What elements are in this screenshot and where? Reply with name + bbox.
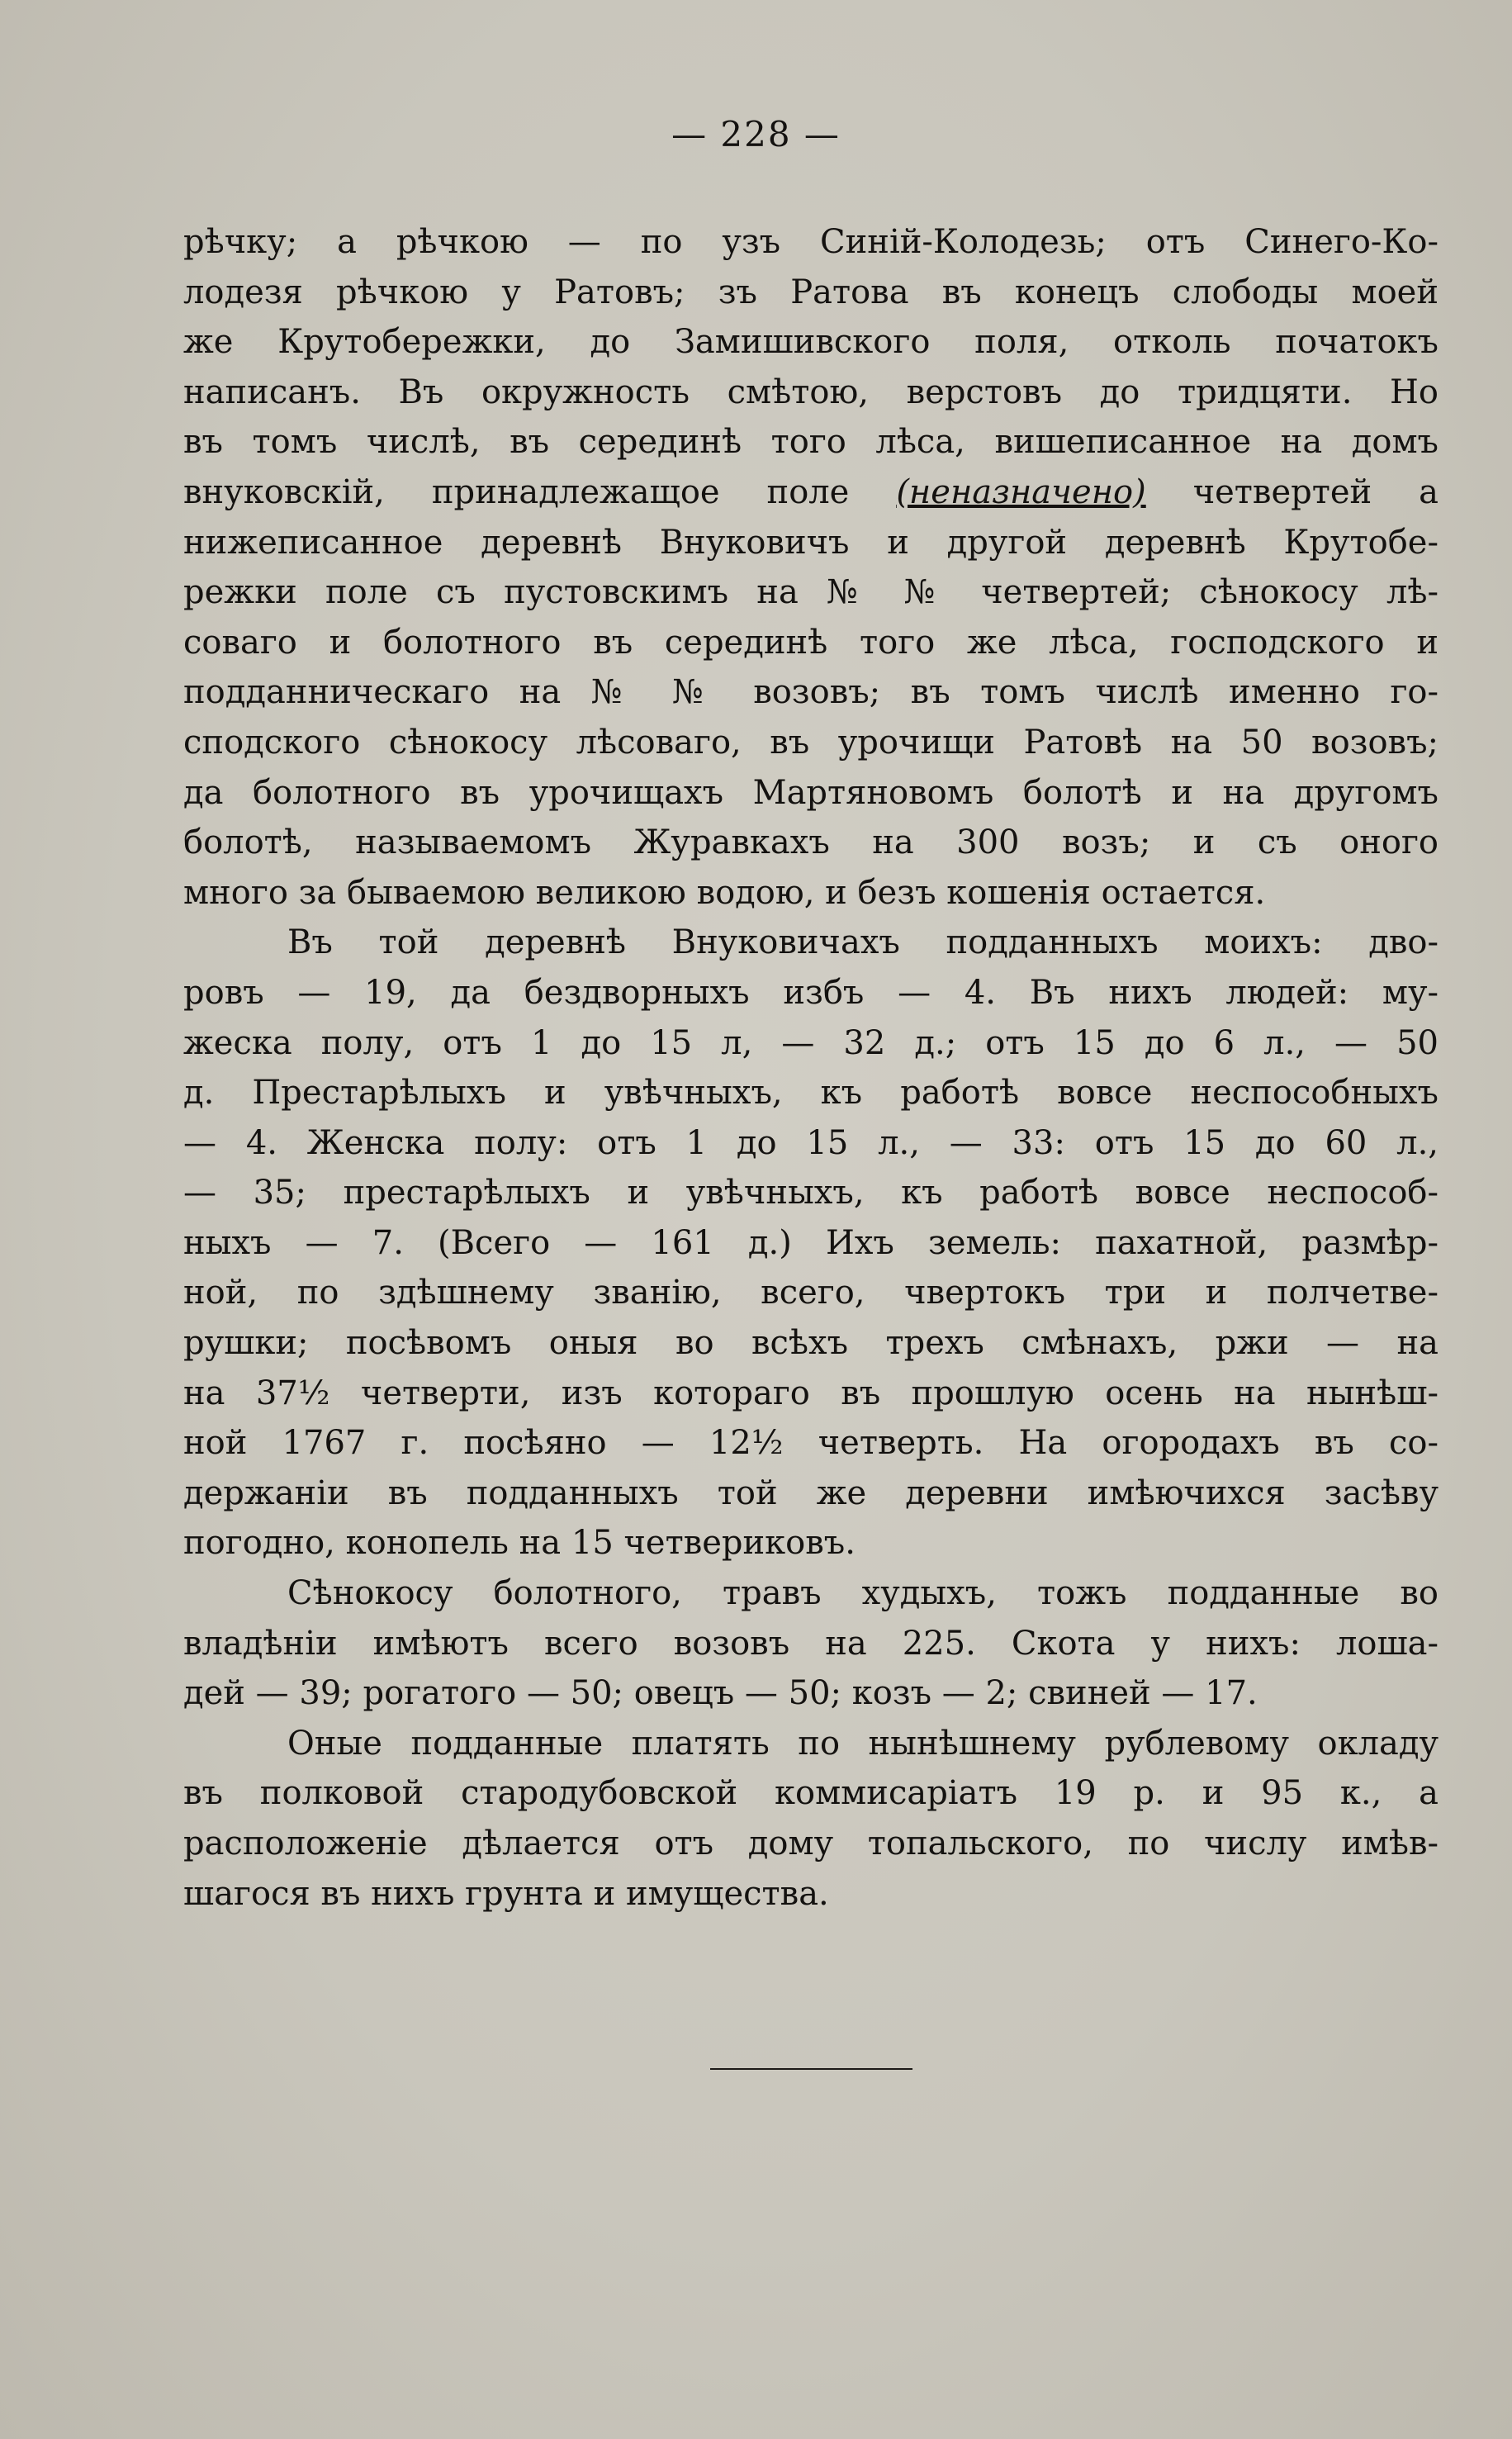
text-line: ныхъ — 7. (Всего — 161 д.) Ихъ земель: пахатной, размѣр- [183,1223,1439,1262]
text-line: владѣніи имѣютъ всего возовъ на 225. Скота у нихъ: лоша- [183,1624,1439,1663]
text-line: Въ той деревнѣ Внуковичахъ подданныхъ моихъ: дво- [287,923,1439,962]
text-line: сподского сѣнокосу лѣсоваго, въ урочищи Ратовѣ на 50 возовъ; [183,723,1439,762]
text-line: въ томъ числѣ, въ серединѣ того лѣса, вишеписанное на домъ [183,423,1439,462]
paragraph-2 [183,918,1439,1568]
text-line: подданническаго на № № возовъ; въ томъ числѣ именно го- [183,673,1439,712]
text-line: да болотного въ урочищахъ Мартяновомъ болотѣ и на другомъ [183,773,1439,812]
text-line: же Крутобережки, до Замишивского поля, отколь початокъ [183,323,1439,362]
section-divider [710,2068,912,2070]
text-line: дей — 39; рогатого — 50; овецъ — 50; козъ — 2; свиней — 17. [183,1674,1258,1713]
text-line: болотѣ, называемомъ Журавкахъ на 300 возъ; и съ оного [183,823,1439,862]
text-line: — 4. Женска полу: отъ 1 до 15 л., — 33: отъ 15 до 60 л., [183,1123,1439,1162]
text-line: режки поле съ пустовскимъ на № № четвертей; сѣнокосу лѣ- [183,573,1439,612]
page-number: — 228 — [671,114,841,154]
text-line: ной, по здѣшнему званію, всего, чвертокъ три и полчетве- [183,1274,1439,1312]
text-line: Сѣнокосу болотного, травъ худыхъ, тожъ подданные во [287,1574,1439,1613]
text-line: — 35; престарѣлыхъ и увѣчныхъ, къ работѣ вовсе неспособ- [183,1174,1439,1212]
text-line: Оные подданные платять по нынѣшнему рублевому окладу [287,1724,1439,1763]
text-line: нижеписанное деревнѣ Внуковичъ и другой деревнѣ Крутобе- [183,523,1439,562]
italic-note: (неназначено) [896,472,1146,511]
paragraph-4 [183,1719,1439,1919]
text-line: д. Престарѣлыхъ и увѣчныхъ, къ работѣ вовсе неспособныхъ [183,1074,1439,1113]
text-line: шагося въ нихъ грунта и имущества. [183,1874,829,1913]
text-line: рѣчку; а рѣчкою — по узъ Синій-Колодезь; отъ Синего-Ко- [183,223,1439,261]
text-line: ровъ — 19, да бездворныхъ избъ — 4. Въ нихъ людей: му- [183,973,1439,1012]
text-line: держаніи въ подданныхъ той же деревни имѣючихся засѣву [183,1473,1439,1512]
text-line: соваго и болотного въ серединѣ того же лѣса, господского и [183,623,1439,662]
text-line: расположеніе дѣлается отъ дому топальского, по числу имѣв- [183,1825,1439,1862]
text-line: написанъ. Въ окружность смѣтою, верстовъ до тридцяти. Но [183,372,1439,411]
text-line: на 37½ четверти, изъ котораго въ прошлую осень на нынѣш- [183,1374,1439,1412]
text-line: рушки; посѣвомъ оныя во всѣхъ трехъ смѣнахъ, ржи — на [183,1324,1439,1363]
text-line: лодезя рѣчкою у Ратовъ; зъ Ратова въ конецъ слободы моей [183,273,1439,311]
paragraph-1 [183,217,1439,918]
page-body [183,217,1439,1919]
text-line: въ полковой стародубовской коммисаріатъ 19 р. и 95 к., а [183,1774,1439,1813]
text-line: жеска полу, отъ 1 до 15 л, — 32 д.; отъ 15 до 6 л., — 50 [183,1023,1439,1062]
text-line: много за бываемою великою водою, и безъ кошенія остается. [183,873,1266,912]
paragraph-3 [183,1568,1439,1719]
text-line: ной 1767 г. посѣяно — 12½ четверть. На огородахъ въ со- [183,1424,1439,1463]
text-line: внуковскій, принадлежащое поле (неназначено) четвертей а [183,472,1439,511]
text-line: погодно, конопель на 15 четвериковъ. [183,1524,856,1563]
